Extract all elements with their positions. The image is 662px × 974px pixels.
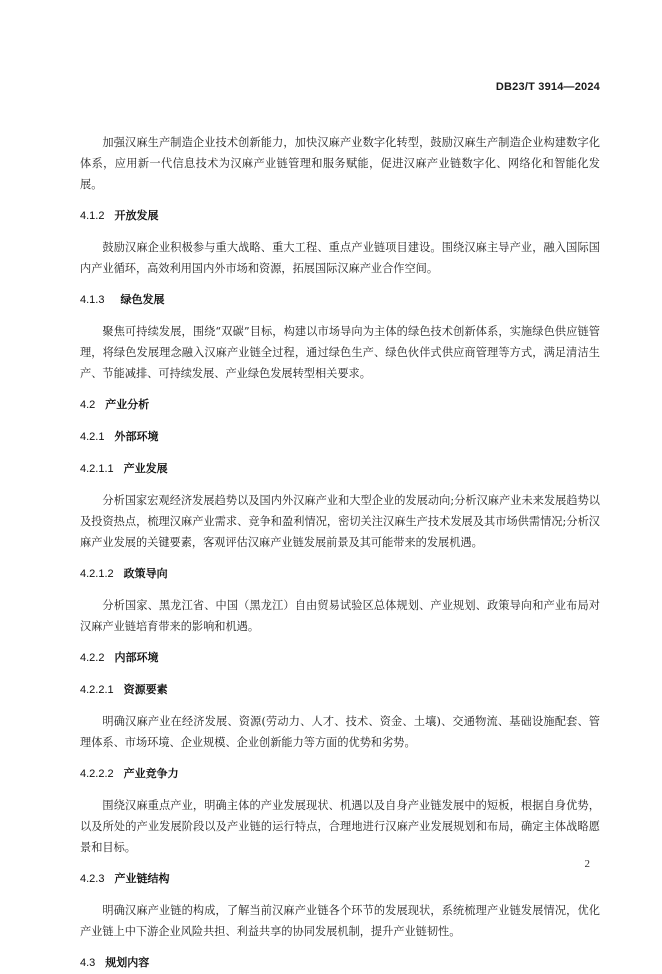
page-number: 2 bbox=[584, 858, 590, 870]
section-title: 资源要素 bbox=[123, 683, 168, 696]
section-number: 4.2.2.1 bbox=[80, 684, 114, 696]
section-title: 政策导向 bbox=[123, 567, 168, 580]
section-number: 4.2.2.2 bbox=[80, 768, 114, 780]
paragraph: 围绕汉麻重点产业，明确主体的产业发展现状、机遇以及自身产业链发展中的短板，根据自身优势，以及所处的产业发展阶段以及产业链的运行特点，合理地进行汉麻产业发展规划和布局，确定主体战略愿景和目标。 bbox=[80, 799, 600, 854]
section-heading-4-3 bbox=[80, 952, 600, 974]
section-title: 产业链结构 bbox=[114, 872, 170, 885]
paragraph: 分析国家宏观经济发展趋势以及国内外汉麻产业和大型企业的发展动向;分析汉麻产业未来发展趋势以及投资热点，梳理汉麻产业需求、竞争和盈利情况，密切关注汉麻生产技术发展及其市场供需情况;分析汉麻产业发展的关键要素，客观评估汉麻产业链发展前景及其可能带来的发展机遇。 bbox=[80, 494, 600, 549]
section-heading-4-1-2 bbox=[80, 205, 600, 227]
section-heading-4-1-3 bbox=[80, 289, 600, 311]
section-title: 产业分析 bbox=[105, 398, 150, 411]
paragraph: 鼓励汉麻企业积极参与重大战略、重大工程、重点产业链项目建设。围绕汉麻主导产业，融入国际国内产业循环，高效利用国内外市场和资源，拓展国际汉麻产业合作空间。 bbox=[80, 241, 600, 275]
section-heading-4-2-1 bbox=[80, 426, 600, 448]
section-number: 4.2.1.2 bbox=[80, 568, 114, 580]
paragraph: 分析国家、黑龙江省、中国（黑龙江）自由贸易试验区总体规划、产业规划、政策导向和产业布局对汉麻产业链培育带来的影响和机遇。 bbox=[80, 599, 600, 633]
section-heading-4-2-1-2 bbox=[80, 563, 600, 585]
section-title: 外部环境 bbox=[114, 430, 159, 443]
section-heading-4-2-1-1 bbox=[80, 458, 600, 480]
section-title: 产业竞争力 bbox=[123, 767, 179, 780]
section-number: 4.2.1.1 bbox=[80, 463, 114, 475]
section-heading-4-2-3 bbox=[80, 868, 600, 890]
section-heading-4-2 bbox=[80, 394, 600, 416]
section-title: 产业发展 bbox=[123, 462, 168, 475]
section-heading-4-2-2-2 bbox=[80, 763, 600, 785]
section-number: 4.2 bbox=[80, 399, 96, 411]
paragraph: 明确汉麻产业链的构成，了解当前汉麻产业链各个环节的发展现状，系统梳理产业链发展情况，优化产业链上中下游企业风险共担、利益共享的协同发展机制，提升产业链韧性。 bbox=[80, 904, 600, 938]
section-number: 4.2.3 bbox=[80, 873, 105, 885]
section-number: 4.3 bbox=[80, 957, 96, 969]
section-number: 4.2.1 bbox=[80, 431, 105, 443]
section-heading-4-2-2 bbox=[80, 647, 600, 669]
section-title: 绿色发展 bbox=[120, 293, 165, 306]
document-code: DB23/T 3914—2024 bbox=[495, 81, 600, 93]
paragraph: 加强汉麻生产制造企业技术创新能力，加快汉麻产业数字化转型，鼓励汉麻生产制造企业构建数字化体系，应用新一代信息技术为汉麻产业链管理和服务赋能，促进汉麻产业链数字化、网络化和智能化发展。 bbox=[80, 136, 600, 191]
section-number: 4.2.2 bbox=[80, 652, 105, 664]
paragraph: 聚焦可持续发展，围绕“双碳”目标，构建以市场导向为主体的绿色技术创新体系，实施绿色供应链管理，将绿色发展理念融入汉麻产业链全过程，通过绿色生产、绿色伙伴式供应商管理等方式，满足清洁生产、节能减排、可持续发展、产业绿色发展转型相关要求。 bbox=[80, 325, 600, 380]
section-title: 规划内容 bbox=[105, 956, 150, 969]
section-title: 内部环境 bbox=[114, 651, 159, 664]
section-title: 开放发展 bbox=[114, 209, 159, 222]
document-body bbox=[80, 122, 600, 974]
section-number: 4.1.3 bbox=[80, 294, 105, 306]
section-number: 4.1.2 bbox=[80, 210, 105, 222]
paragraph: 明确汉麻产业在经济发展、资源(劳动力、人才、技术、资金、土壤)、交通物流、基础设施配套、管理体系、市场环境、企业规模、企业创新能力等方面的优势和劣势。 bbox=[80, 715, 600, 749]
section-heading-4-2-2-1 bbox=[80, 679, 600, 701]
